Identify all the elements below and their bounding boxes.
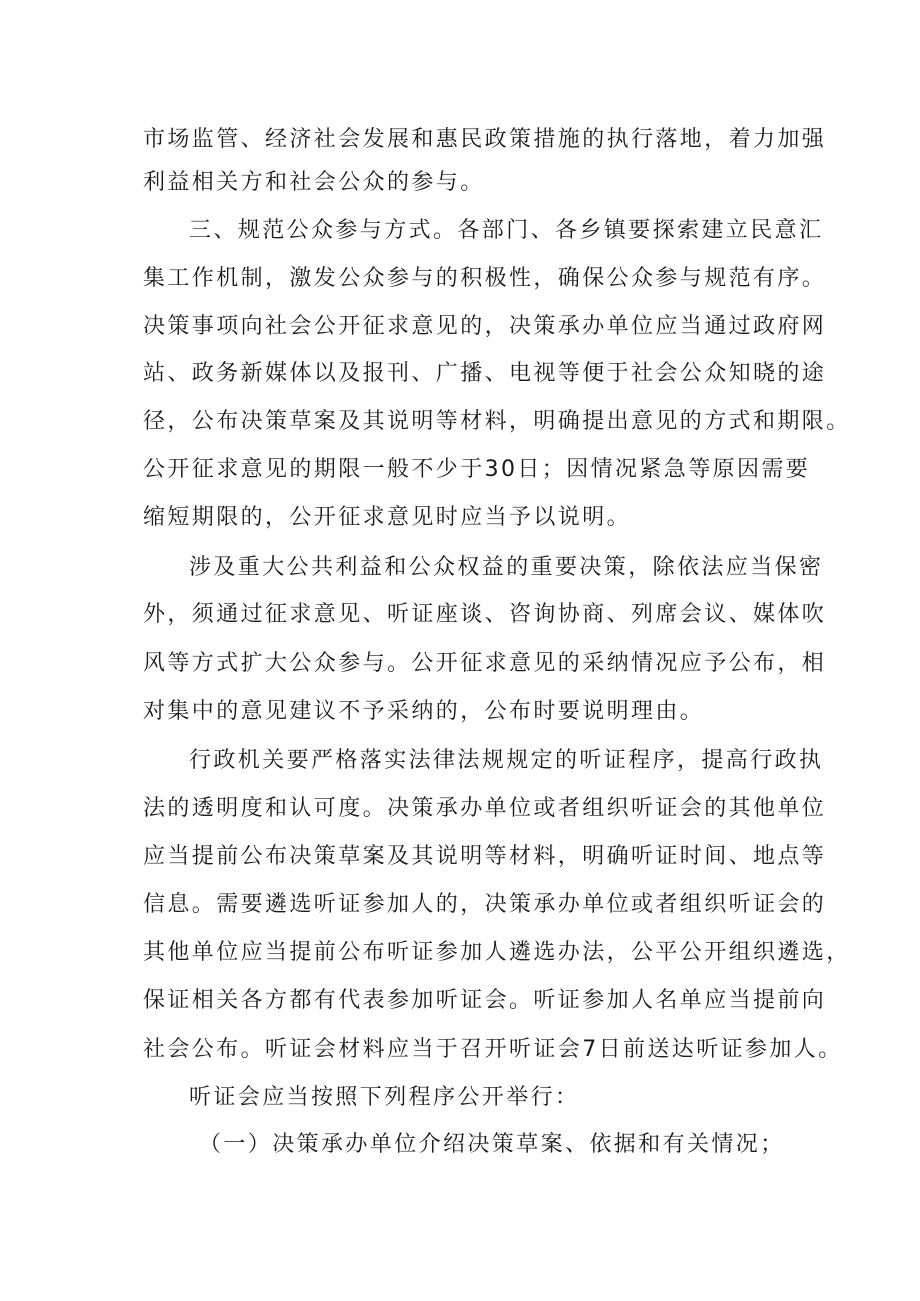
text-line: 社会公布。听证会材料应当于召开听证会7日前送达听证参加人。 [143,1037,843,1062]
text-line: 集工作机制，激发公众参与的积极性，确保公众参与规范有序。 [143,266,827,291]
text-line: 风等方式扩大公众参与。公开征求意见的采纳情况应予公布，相 [143,651,827,676]
text-line: 决策事项向社会公开征求意见的，决策承办单位应当通过政府网 [143,314,827,339]
list-item: （一）决策承办单位介绍决策草案、依据和有关情况； [199,1132,785,1157]
paragraph-start-line: 行政机关要严格落实法律法规规定的听证程序，提高行政执 [189,748,824,773]
text-line: 法的透明度和认可度。决策承办单位或者组织听证会的其他单位 [143,796,827,821]
text-line: 其他单位应当提前公布听证参加人遴选办法，公平公开组织遴选， [143,940,851,965]
text-line: 外，须通过征求意见、听证座谈、咨询协商、列席会议、媒体吹 [143,602,827,627]
text-line: 缩短期限的，公开征求意见时应当予以说明。 [143,505,632,530]
paragraph-start-line: 涉及重大公共利益和公众权益的重要决策，除依法应当保密 [189,555,824,580]
text-line: 对集中的意见建议不予采纳的，公布时要说明理由。 [143,699,705,724]
text-line: 站、政务新媒体以及报刊、广播、电视等便于社会公众知晓的途 [143,361,827,386]
text-line: 保证相关各方都有代表参加听证会。听证参加人名单应当提前向 [143,988,827,1013]
text-line: 应当提前公布决策草案及其说明等材料，明确听证时间、地点等 [143,844,827,869]
text-line: 信息。需要遴选听证参加人的，决策承办单位或者组织听证会的 [143,892,827,917]
text-line: 公开征求意见的期限一般不少于30日；因情况紧急等原因需要 [143,457,811,482]
text-line: 市场监管、经济社会发展和惠民政策措施的执行落地，着力加强 [143,127,827,152]
paragraph-start-line: 听证会应当按照下列程序公开举行： [189,1085,580,1110]
paragraph-start-line: 三、规范公众参与方式。各部门、各乡镇要探索建立民意汇 [189,218,824,243]
text-line: 径，公布决策草案及其说明等材料，明确提出意见的方式和期限。 [143,409,851,434]
text-line: 利益相关方和社会公众的参与。 [143,170,485,195]
